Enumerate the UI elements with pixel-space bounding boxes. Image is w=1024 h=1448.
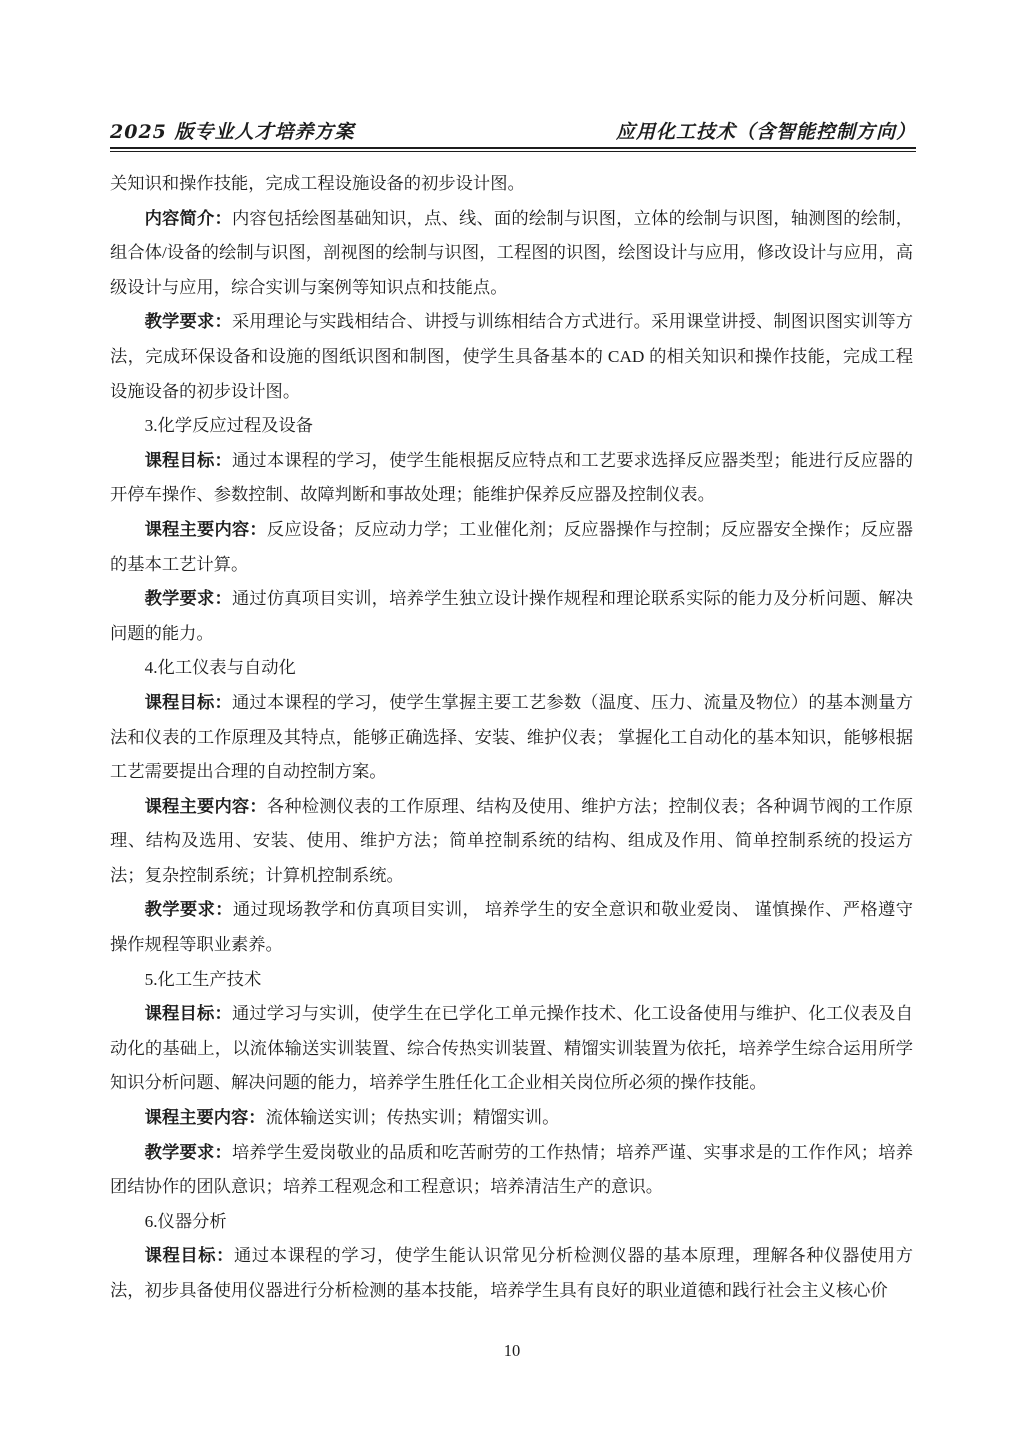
- page-number: 10: [503, 1341, 521, 1360]
- paragraph: [110, 686, 913, 790]
- paragraph-label: 课程主要内容：: [144, 519, 267, 539]
- paragraph-text: 通过本课程的学习，使学生能认识常见分析检测仪器的基本原理，理解各种仪器使用方法，初步具备使用仪器进行分析检测的基本技能，培养学生具有良好的职业道德和践行社会主义核心价: [110, 1246, 913, 1300]
- paragraph: [110, 444, 913, 513]
- paragraph-text: 内容包括绘图基础知识，点、线、面的绘制与识图，立体的绘制与识图，轴测图的绘制，组合体/设备的绘制与识图，剖视图的绘制与识图，工程图的识图，绘图设计与应用，修改设计与应用，高级设计与应用，综合实训与案例等知识点和技能点。: [110, 208, 913, 297]
- section-heading: [110, 409, 913, 444]
- paragraph-text: 培养学生爱岗敬业的品质和吃苦耐劳的工作热情；培养严谨、实事求是的工作作风；培养团结协作的团队意识；培养工程观念和工程意识；培养清洁生产的意识。: [110, 1142, 913, 1197]
- paragraph: [110, 1136, 913, 1205]
- paragraph: [110, 1101, 913, 1136]
- section-heading: [110, 651, 913, 686]
- paragraph-label: 课程目标：: [144, 692, 232, 712]
- paragraph-text: 反应设备；反应动力学；工业催化剂；反应器操作与控制；反应器安全操作；反应器的基本工艺计算。: [110, 519, 913, 574]
- paragraph-text: 各种检测仪表的工作原理、结构及使用、维护方法；控制仪表；各种调节阀的工作原理、结构及选用、安装、使用、维护方法；简单控制系统的结构、组成及作用、简单控制系统的投运方法；复杂控制系统；计算机控制系统。: [110, 796, 913, 885]
- paragraph: [110, 893, 913, 962]
- paragraph-text: 关知识和操作技能，完成工程设施设备的初步设计图。: [110, 174, 525, 193]
- paragraph-text: 流体输送实训；传热实训；精馏实训。: [265, 1108, 560, 1128]
- paragraph: [110, 790, 913, 894]
- page-footer: [0, 1341, 1024, 1361]
- paragraph: [110, 1239, 913, 1308]
- paragraph-text: 采用理论与实践相结合、讲授与训练相结合方式进行。采用课堂讲授、制图识图实训等方法，完成环保设备和设施的图纸识图和制图，使学生具备基本的 CAD 的相关知识和操作技能，完成工程设施设备的初步设计图。: [110, 312, 913, 401]
- paragraph: [110, 305, 913, 409]
- header-double-rule: [110, 147, 916, 152]
- paragraph: [110, 167, 913, 202]
- paragraph-text: 通过本课程的学习，使学生能根据反应特点和工艺要求选择反应器类型；能进行反应器的开停车操作、参数控制、故障判断和事故处理；能维护保养反应器及控制仪表。: [110, 450, 913, 505]
- document-body: [110, 167, 913, 1309]
- paragraph-text: 3.化学反应过程及设备: [144, 416, 314, 436]
- header-left-title: 2025 版专业人才培养方案: [110, 121, 355, 143]
- page-header: [110, 117, 916, 144]
- paragraph-label: 教学要求：: [144, 312, 232, 332]
- paragraph-text: 4.化工仪表与自动化: [144, 658, 296, 678]
- paragraph: [110, 582, 913, 651]
- paragraph-text: 通过仿真项目实训，培养学生独立设计操作规程和理论联系实际的能力及分析问题、解决问题的能力。: [110, 589, 913, 643]
- paragraph: [110, 202, 913, 306]
- paragraph-label: 课程目标：: [144, 1246, 235, 1266]
- paragraph-text: 6.仪器分析: [144, 1211, 227, 1231]
- section-heading: [110, 963, 913, 998]
- paragraph: [110, 513, 913, 582]
- paragraph-label: 课程目标：: [144, 450, 232, 470]
- paragraph-label: 内容简介：: [144, 208, 232, 228]
- paragraph-label: 课程主要内容：: [144, 1108, 266, 1128]
- paragraph: [110, 997, 913, 1101]
- paragraph-text: 5.化工生产技术: [144, 969, 262, 989]
- paragraph-label: 教学要求：: [144, 589, 232, 609]
- paragraph-label: 课程目标：: [144, 1004, 232, 1024]
- paragraph-text: 通过学习与实训，使学生在已学化工单元操作技术、化工设备使用与维护、化工仪表及自动化的基础上，以流体输送实训装置、综合传热实训装置、精馏实训装置为依托，培养学生综合运用所学知识分析问题、解决问题的能力，培养学生胜任化工企业相关岗位所必须的操作技能。: [110, 1004, 913, 1093]
- paragraph-label: 教学要求：: [144, 1142, 232, 1162]
- section-heading: [110, 1205, 913, 1240]
- paragraph-label: 教学要求：: [144, 900, 233, 920]
- paragraph-text: 通过现场教学和仿真项目实训， 培养学生的安全意识和敬业爱岗、 谨慎操作、严格遵守操作规程等职业素养。: [110, 900, 913, 955]
- paragraph-text: 通过本课程的学习，使学生掌握主要工艺参数（温度、压力、流量及物位）的基本测量方法和仪表的工作原理及其特点，能够正确选择、安装、维护仪表； 掌握化工自动化的基本知识，能够根据工艺需要提出合理的自动控制方案。: [110, 692, 913, 782]
- header-right-title: 应用化工技术（含智能控制方向）: [615, 121, 916, 143]
- paragraph-label: 课程主要内容：: [144, 796, 267, 816]
